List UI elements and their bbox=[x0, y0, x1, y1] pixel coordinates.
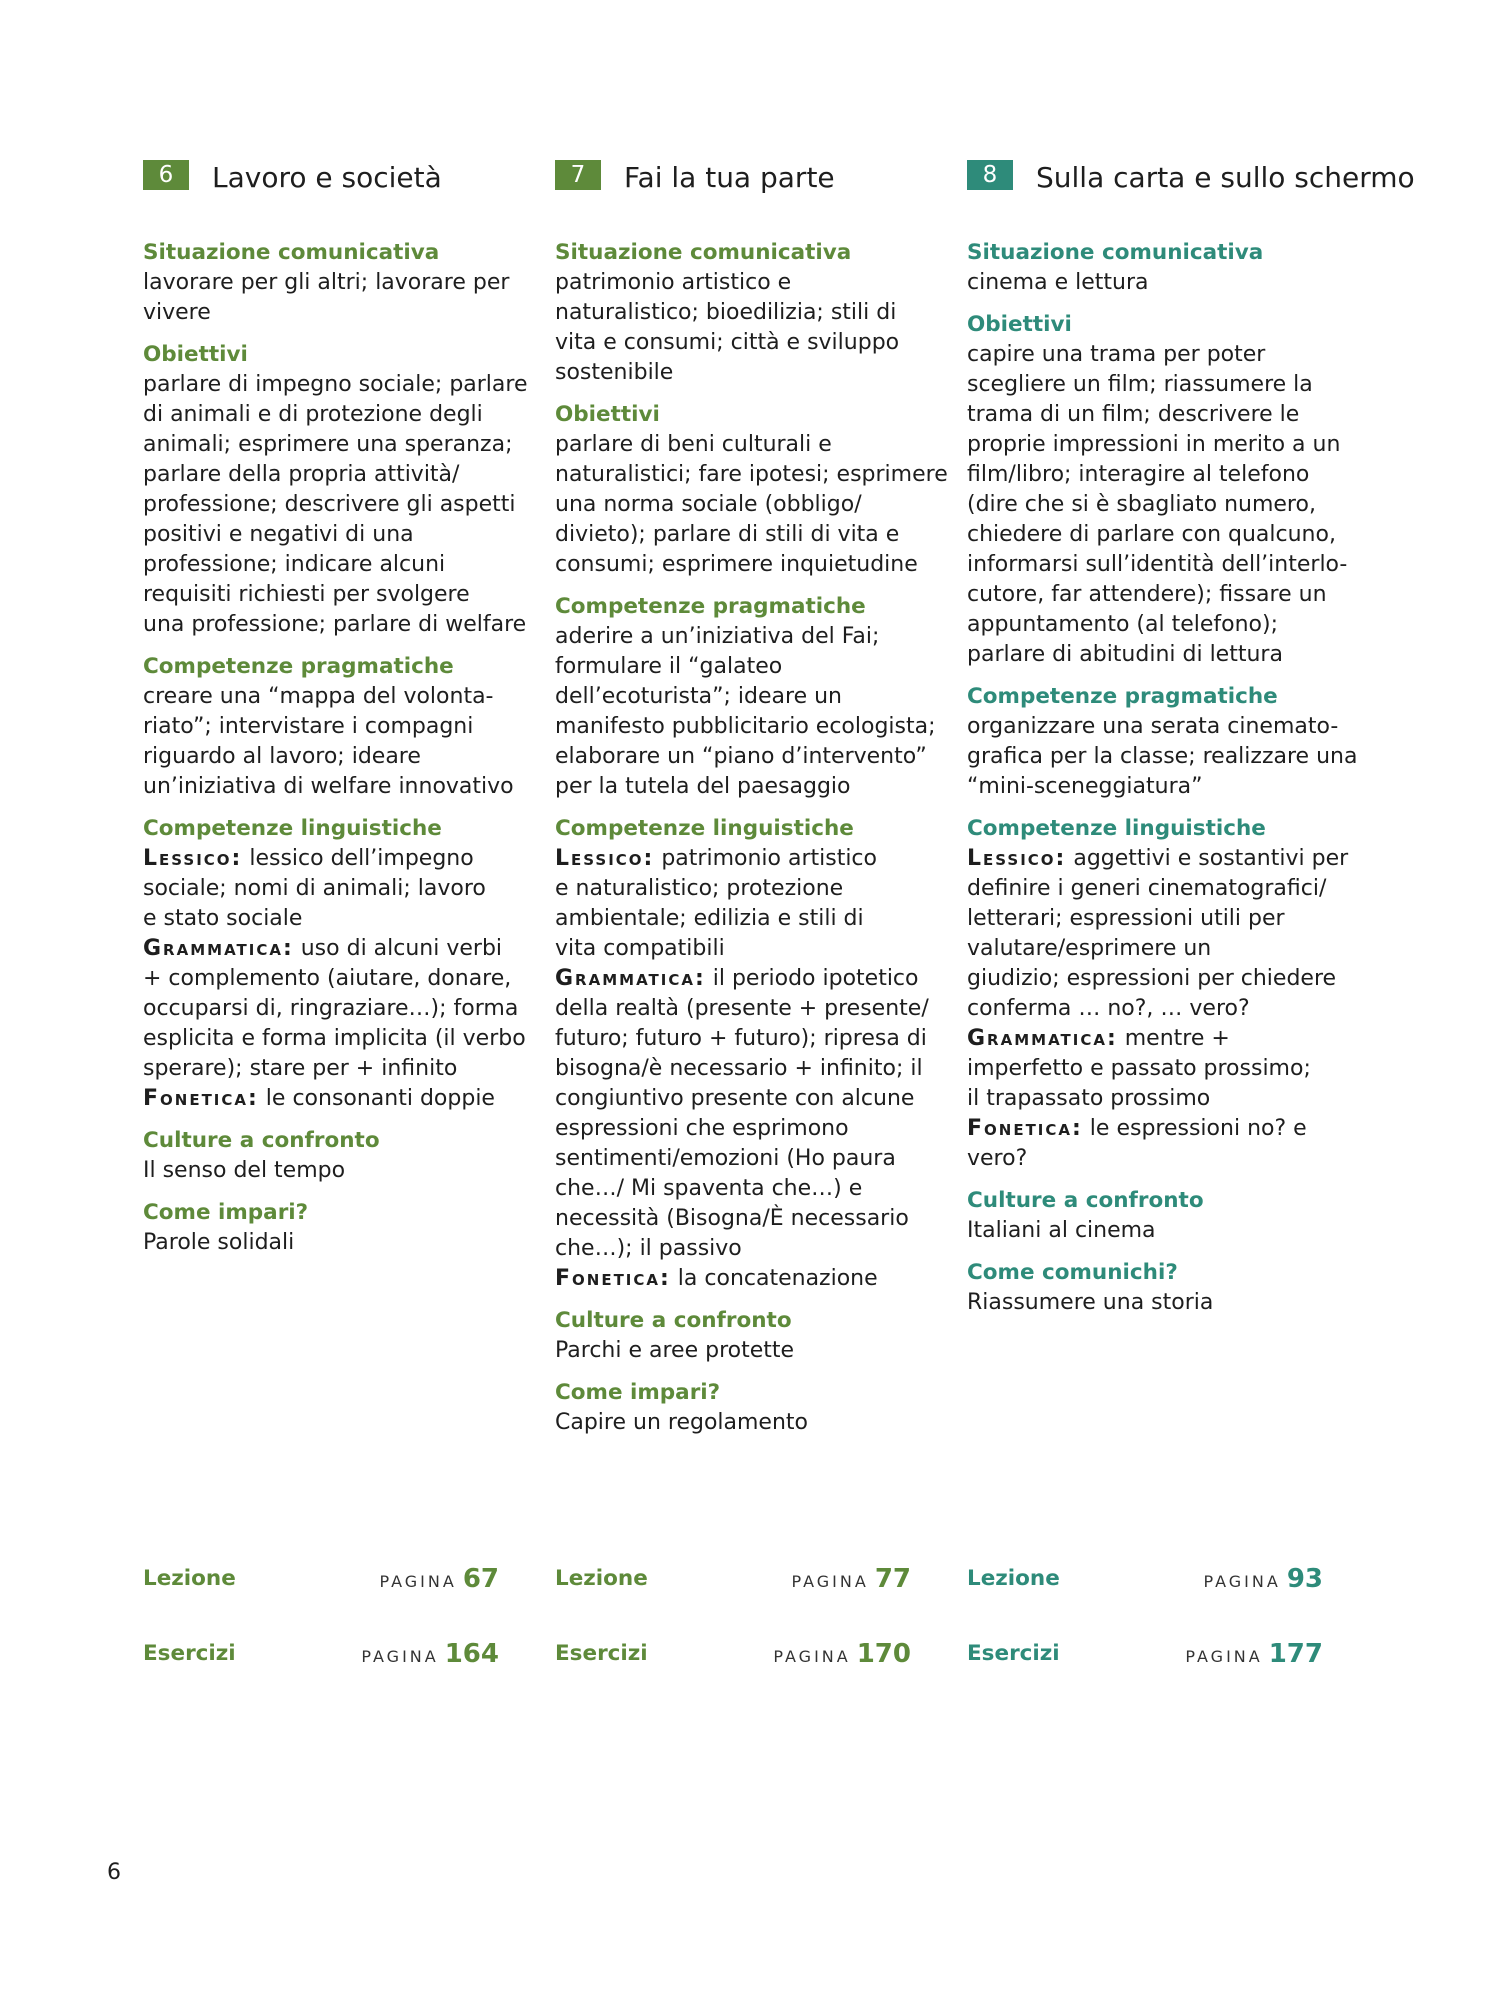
section-heading: Obiettivi bbox=[143, 342, 248, 367]
text-segment: una professione; parlare di welfare bbox=[143, 612, 527, 637]
section-text-line bbox=[967, 1216, 1363, 1246]
text-segment: patrimonio artistico e bbox=[555, 270, 792, 295]
lesson-page-ref bbox=[143, 1563, 499, 1595]
section bbox=[555, 1306, 951, 1366]
section-text-line bbox=[967, 1024, 1363, 1054]
page-ref-label: Esercizi bbox=[555, 1641, 648, 1666]
section-text-line bbox=[967, 1144, 1363, 1174]
text-segment: ); bbox=[226, 1056, 250, 1081]
page-number-ref: 67 bbox=[462, 1564, 499, 1594]
section-text-line bbox=[967, 610, 1363, 640]
text-segment: sociale; nomi di animali; lavoro bbox=[143, 876, 486, 901]
section-text-line bbox=[143, 1084, 539, 1114]
section-text-line bbox=[967, 460, 1363, 490]
text-segment: + infinito bbox=[348, 1056, 458, 1081]
text-segment: proprie impressioni in merito a un bbox=[967, 432, 1341, 457]
section bbox=[555, 400, 951, 580]
section-text-line bbox=[143, 580, 539, 610]
section-text-line bbox=[555, 1264, 951, 1294]
section-text-line bbox=[967, 994, 1363, 1024]
section bbox=[967, 238, 1363, 298]
section-text-line bbox=[143, 844, 539, 874]
exercise-page-ref bbox=[555, 1638, 911, 1670]
text-segment: formulare il “galateo bbox=[555, 654, 783, 679]
page-number-ref: 170 bbox=[856, 1639, 911, 1669]
text-segment: Parchi e aree protette bbox=[555, 1338, 795, 1363]
section-text-line bbox=[555, 874, 951, 904]
section-text-line bbox=[555, 298, 951, 328]
text-segment: conferma bbox=[967, 996, 1079, 1021]
subsection-label: Fonetica: bbox=[967, 1116, 1083, 1141]
section-text-line bbox=[967, 580, 1363, 610]
text-segment: + infinito; il bbox=[787, 1056, 923, 1081]
section-text-line bbox=[967, 640, 1363, 670]
page-ref-value bbox=[1185, 1638, 1323, 1673]
section-text-line bbox=[967, 490, 1363, 520]
section-text-line bbox=[967, 772, 1363, 802]
text-segment: della realtà (presente + presente/ bbox=[555, 996, 929, 1021]
section bbox=[967, 814, 1363, 1174]
section-text-line bbox=[967, 268, 1363, 298]
lesson-page-ref bbox=[555, 1563, 911, 1595]
subsection-label: Fonetica: bbox=[143, 1086, 259, 1111]
section-text-line bbox=[555, 460, 951, 490]
text-segment: scegliere un film; riassumere la bbox=[967, 372, 1313, 397]
subsection-label: Lessico: bbox=[967, 846, 1067, 871]
text-segment: e naturalistico; protezione bbox=[555, 876, 844, 901]
text-segment: per la tutela del paesaggio bbox=[555, 774, 851, 799]
section-text-line bbox=[967, 934, 1363, 964]
text-segment: chiedere di parlare con qualcuno, bbox=[967, 522, 1336, 547]
unit-number-badge: 7 bbox=[555, 160, 601, 190]
text-segment: Parole solidali bbox=[143, 1230, 295, 1255]
text-segment: grafica per la classe; realizzare una bbox=[967, 744, 1358, 769]
text-segment: mentre bbox=[1124, 1026, 1205, 1051]
section-heading: Culture a confronto bbox=[967, 1188, 1204, 1213]
section-text-line bbox=[143, 610, 539, 640]
section bbox=[143, 238, 539, 328]
section-heading: Come comunichi? bbox=[967, 1260, 1178, 1285]
text-segment: il trapassato prossimo bbox=[967, 1086, 1211, 1111]
section-text-line bbox=[555, 268, 951, 298]
text-segment: che… bbox=[555, 1236, 617, 1261]
text-segment: il periodo ipotetico bbox=[705, 966, 919, 991]
subsection-label: Grammatica: bbox=[143, 936, 294, 961]
section-heading: Come impari? bbox=[143, 1200, 309, 1225]
section-text-line bbox=[967, 1084, 1363, 1114]
text-segment: positivi e negativi di una bbox=[143, 522, 414, 547]
section-text-line bbox=[143, 934, 539, 964]
text-segment: ambientale; edilizia e stili di bbox=[555, 906, 864, 931]
text-segment: le espressioni bbox=[1082, 1116, 1248, 1141]
section-text-line bbox=[967, 844, 1363, 874]
section-text-line bbox=[143, 550, 539, 580]
text-segment: uso di alcuni verbi bbox=[293, 936, 503, 961]
text-segment: aiutare, donare, bbox=[335, 966, 512, 991]
section bbox=[967, 1258, 1363, 1318]
text-segment: divieto); parlare di stili di vita e bbox=[555, 522, 900, 547]
text-segment: elaborare un “piano d’intervento” bbox=[555, 744, 927, 769]
text-segment: + bbox=[1204, 1026, 1230, 1051]
section-text-line bbox=[555, 1408, 951, 1438]
page-word: PAGINA bbox=[1185, 1647, 1263, 1666]
page-number-ref: 164 bbox=[444, 1639, 499, 1669]
text-segment: naturalistici; fare ipotesi; esprimere bbox=[555, 462, 948, 487]
page-number-ref: 77 bbox=[874, 1564, 911, 1594]
unit-title: Lavoro e società bbox=[212, 161, 442, 194]
section-text-line bbox=[967, 742, 1363, 772]
section-text-line bbox=[555, 550, 951, 580]
text-segment: requisiti richiesti per svolgere bbox=[143, 582, 470, 607]
section-text-line bbox=[143, 520, 539, 550]
section-text-line bbox=[555, 1336, 951, 1366]
text-segment: espressioni che esprimono bbox=[555, 1116, 849, 1141]
text-segment: film/libro; interagire al telefono bbox=[967, 462, 1310, 487]
exercise-page-ref bbox=[967, 1638, 1323, 1670]
text-segment: vita e consumi; città e sviluppo bbox=[555, 330, 900, 355]
text-segment: no? e bbox=[1247, 1116, 1307, 1141]
text-segment: appuntamento (al telefono); bbox=[967, 612, 1278, 637]
text-segment: dell’ecoturista”; ideare un bbox=[555, 684, 842, 709]
text-segment: congiuntivo presente con alcune bbox=[555, 1086, 915, 1111]
section-text-line bbox=[555, 1084, 951, 1114]
unit-number-badge: 8 bbox=[967, 160, 1013, 190]
text-segment: cinema e lettura bbox=[967, 270, 1149, 295]
section-heading: Obiettivi bbox=[555, 402, 660, 427]
text-segment: cutore, far attendere); fissare un bbox=[967, 582, 1327, 607]
section-text-line bbox=[555, 328, 951, 358]
text-segment: capire una trama per poter bbox=[967, 342, 1266, 367]
text-segment: lavorare per gli altri; lavorare per bbox=[143, 270, 510, 295]
page-ref-value bbox=[773, 1638, 911, 1673]
section-text-line bbox=[967, 1054, 1363, 1084]
section-text-line bbox=[967, 904, 1363, 934]
section-text-line bbox=[555, 904, 951, 934]
section-text-line bbox=[967, 370, 1363, 400]
section-text-line bbox=[967, 1288, 1363, 1318]
text-segment: aggettivi e sostantivi per bbox=[1066, 846, 1349, 871]
text-segment: letterari; espressioni utili per bbox=[967, 906, 1285, 931]
text-segment: la concatenazione bbox=[670, 1266, 878, 1291]
text-segment: ); forma bbox=[430, 996, 519, 1021]
text-segment: animali; esprimere una speranza; bbox=[143, 432, 513, 457]
section-text-line bbox=[143, 400, 539, 430]
section-text-line bbox=[555, 1114, 951, 1144]
page-ref-value bbox=[361, 1638, 499, 1673]
text-segment: Bisogna/È necessario bbox=[674, 1206, 909, 1231]
section bbox=[967, 310, 1363, 670]
section-text-line bbox=[555, 490, 951, 520]
text-segment: Riassumere una storia bbox=[967, 1290, 1214, 1315]
section-text-line bbox=[555, 682, 951, 712]
section bbox=[967, 682, 1363, 802]
text-segment: parlare di abitudini di lettura bbox=[967, 642, 1283, 667]
text-segment: che…/ Mi spaventa che… bbox=[555, 1176, 834, 1201]
page-ref-value bbox=[791, 1563, 911, 1598]
page-ref-label: Lezione bbox=[143, 1566, 236, 1591]
text-segment bbox=[1118, 1026, 1125, 1051]
text-segment: professione; indicare alcuni bbox=[143, 552, 446, 577]
section-text-line bbox=[555, 742, 951, 772]
section-text-line bbox=[967, 874, 1363, 904]
page-ref-value bbox=[379, 1563, 499, 1598]
section bbox=[555, 814, 951, 1294]
section-text-line bbox=[555, 622, 951, 652]
page-word: PAGINA bbox=[773, 1647, 851, 1666]
text-segment: parlare della propria attività/ bbox=[143, 462, 460, 487]
section-text-line bbox=[555, 1174, 951, 1204]
unit-sections bbox=[967, 238, 1363, 1330]
section-heading: Competenze pragmatiche bbox=[143, 654, 454, 679]
text-segment: Il senso del tempo bbox=[143, 1158, 346, 1183]
text-segment: ); il passivo bbox=[616, 1236, 742, 1261]
section bbox=[555, 1378, 951, 1438]
section-text-line bbox=[555, 934, 951, 964]
section bbox=[143, 814, 539, 1114]
text-segment: trama di un film; descrivere le bbox=[967, 402, 1300, 427]
text-segment: riguardo al lavoro; ideare bbox=[143, 744, 421, 769]
subsection-label: Grammatica: bbox=[967, 1026, 1118, 1051]
section-text-line bbox=[967, 400, 1363, 430]
section-text-line bbox=[555, 430, 951, 460]
text-segment: … no?, … vero? bbox=[1078, 996, 1250, 1021]
text-segment: valutare/esprimere un bbox=[967, 936, 1212, 961]
section-text-line bbox=[967, 1114, 1363, 1144]
page-word: PAGINA bbox=[1203, 1572, 1281, 1591]
text-segment: professione; descrivere gli aspetti bbox=[143, 492, 516, 517]
page-word: PAGINA bbox=[361, 1647, 439, 1666]
text-segment: vero? bbox=[967, 1146, 1028, 1171]
section-heading: Competenze linguistiche bbox=[143, 816, 442, 841]
page-ref-value bbox=[1203, 1563, 1323, 1598]
text-segment: parlare di impegno sociale; parlare bbox=[143, 372, 528, 397]
section-text-line bbox=[143, 430, 539, 460]
subsection-label: Lessico: bbox=[143, 846, 243, 871]
section-text-line bbox=[555, 712, 951, 742]
page-ref-label: Esercizi bbox=[143, 1641, 236, 1666]
subsection-label: Fonetica: bbox=[555, 1266, 671, 1291]
text-segment: futuro; futuro + futuro); ripresa di bbox=[555, 1026, 927, 1051]
section-text-line bbox=[555, 1234, 951, 1264]
text-segment: stare per bbox=[249, 1056, 349, 1081]
text-segment: organizzare una serata cinemato- bbox=[967, 714, 1339, 739]
page-ref-label: Lezione bbox=[555, 1566, 648, 1591]
section-text-line bbox=[143, 772, 539, 802]
page-word: PAGINA bbox=[791, 1572, 869, 1591]
text-segment: necessità ( bbox=[555, 1206, 675, 1231]
subsection-label: Grammatica: bbox=[555, 966, 706, 991]
section bbox=[967, 1186, 1363, 1246]
text-segment: lessico dell’impegno bbox=[242, 846, 474, 871]
section-text-line bbox=[143, 712, 539, 742]
section-heading: Competenze pragmatiche bbox=[967, 684, 1278, 709]
text-segment: sperare bbox=[143, 1056, 227, 1081]
section bbox=[143, 1126, 539, 1186]
section-text-line bbox=[555, 772, 951, 802]
section-heading: Culture a confronto bbox=[555, 1308, 792, 1333]
section-text-line bbox=[967, 520, 1363, 550]
section bbox=[143, 340, 539, 640]
text-segment: sentimenti/emozioni ( bbox=[555, 1146, 795, 1171]
lesson-page-ref bbox=[967, 1563, 1323, 1595]
unit-number-badge: 6 bbox=[143, 160, 189, 190]
section-text-line bbox=[143, 460, 539, 490]
section-text-line bbox=[555, 520, 951, 550]
section-text-line bbox=[143, 874, 539, 904]
section-text-line bbox=[143, 682, 539, 712]
section-text-line bbox=[555, 1204, 951, 1234]
section-heading: Situazione comunicativa bbox=[143, 240, 440, 265]
unit-title: Fai la tua parte bbox=[624, 161, 835, 194]
page-ref-label: Esercizi bbox=[967, 1641, 1060, 1666]
section-text-line bbox=[143, 370, 539, 400]
section-text-line bbox=[555, 964, 951, 994]
exercise-page-ref bbox=[143, 1638, 499, 1670]
page-word: PAGINA bbox=[379, 1572, 457, 1591]
text-segment: Capire un regolamento bbox=[555, 1410, 808, 1435]
text-segment: definire i generi cinematografici/ bbox=[967, 876, 1327, 901]
section-text-line bbox=[143, 742, 539, 772]
subsection-label: Lessico: bbox=[555, 846, 655, 871]
section bbox=[143, 1198, 539, 1258]
text-segment: creare una “mappa del volonta- bbox=[143, 684, 494, 709]
section-text-line bbox=[967, 550, 1363, 580]
section-text-line bbox=[143, 490, 539, 520]
text-segment: Italiani al cinema bbox=[967, 1218, 1156, 1243]
text-segment: consumi; esprimere inquietudine bbox=[555, 552, 918, 577]
section-heading: Obiettivi bbox=[967, 312, 1072, 337]
text-segment: parlare di beni culturali e bbox=[555, 432, 832, 457]
text-segment: manifesto pubblicitario ecologista; bbox=[555, 714, 936, 739]
text-segment: Ho paura bbox=[794, 1146, 896, 1171]
section-text-line bbox=[555, 844, 951, 874]
text-segment: un’iniziativa di welfare innovativo bbox=[143, 774, 514, 799]
section-text-line bbox=[143, 1156, 539, 1186]
section-text-line bbox=[143, 298, 539, 328]
text-segment: informarsi sull’identità dell’interlo- bbox=[967, 552, 1348, 577]
section bbox=[143, 652, 539, 802]
text-segment: di animali e di protezione degli bbox=[143, 402, 483, 427]
text-segment: naturalistico; bioedilizia; stili di bbox=[555, 300, 897, 325]
section-text-line bbox=[967, 964, 1363, 994]
text-segment: giudizio; espressioni per chiedere bbox=[967, 966, 1337, 991]
section-text-line bbox=[143, 964, 539, 994]
text-segment: ) e bbox=[833, 1176, 863, 1201]
section-heading: Competenze linguistiche bbox=[967, 816, 1266, 841]
section bbox=[555, 592, 951, 802]
text-segment: occuparsi di, ringraziare… bbox=[143, 996, 431, 1021]
text-segment: riato”; intervistare i compagni bbox=[143, 714, 474, 739]
section-text-line bbox=[143, 1024, 539, 1054]
section-text-line bbox=[555, 358, 951, 388]
page-number-ref: 177 bbox=[1268, 1639, 1323, 1669]
text-segment: sostenibile bbox=[555, 360, 674, 385]
section-heading: Competenze pragmatiche bbox=[555, 594, 866, 619]
text-segment: “mini-sceneggiatura” bbox=[967, 774, 1203, 799]
text-segment: una norma sociale (obbligo/ bbox=[555, 492, 862, 517]
section-heading: Situazione comunicativa bbox=[967, 240, 1264, 265]
section-text-line bbox=[143, 904, 539, 934]
unit-sections bbox=[143, 238, 539, 1270]
section-text-line bbox=[143, 994, 539, 1024]
section-text-line bbox=[967, 340, 1363, 370]
section-heading: Culture a confronto bbox=[143, 1128, 380, 1153]
section-heading: Situazione comunicativa bbox=[555, 240, 852, 265]
text-segment: aderire a un’iniziativa del Fai; bbox=[555, 624, 880, 649]
section-text-line bbox=[555, 652, 951, 682]
text-segment: vita compatibili bbox=[555, 936, 725, 961]
section-text-line bbox=[967, 430, 1363, 460]
page-ref-label: Lezione bbox=[967, 1566, 1060, 1591]
section-text-line bbox=[143, 268, 539, 298]
unit-sections bbox=[555, 238, 951, 1450]
section-text-line bbox=[555, 1054, 951, 1084]
section-text-line bbox=[967, 712, 1363, 742]
page-number: 6 bbox=[107, 1860, 121, 1885]
text-segment: patrimonio artistico bbox=[654, 846, 877, 871]
unit-title: Sulla carta e sullo schermo bbox=[1036, 161, 1415, 194]
text-segment: esplicita e forma implicita (il verbo bbox=[143, 1026, 526, 1051]
page-number-ref: 93 bbox=[1286, 1564, 1323, 1594]
section-text-line bbox=[143, 1228, 539, 1258]
section-heading: Competenze linguistiche bbox=[555, 816, 854, 841]
text-segment: bisogna/è necessario bbox=[555, 1056, 788, 1081]
text-segment: vivere bbox=[143, 300, 211, 325]
section-text-line bbox=[555, 1024, 951, 1054]
text-segment: + complemento ( bbox=[143, 966, 336, 991]
text-segment: e stato sociale bbox=[143, 906, 303, 931]
section-text-line bbox=[143, 1054, 539, 1084]
text-segment: imperfetto e passato prossimo; bbox=[967, 1056, 1311, 1081]
text-segment: le consonanti doppie bbox=[258, 1086, 495, 1111]
section bbox=[555, 238, 951, 388]
text-segment: (dire che si è sbagliato numero, bbox=[967, 492, 1316, 517]
section-heading: Come impari? bbox=[555, 1380, 721, 1405]
section-text-line bbox=[555, 994, 951, 1024]
section-text-line bbox=[555, 1144, 951, 1174]
